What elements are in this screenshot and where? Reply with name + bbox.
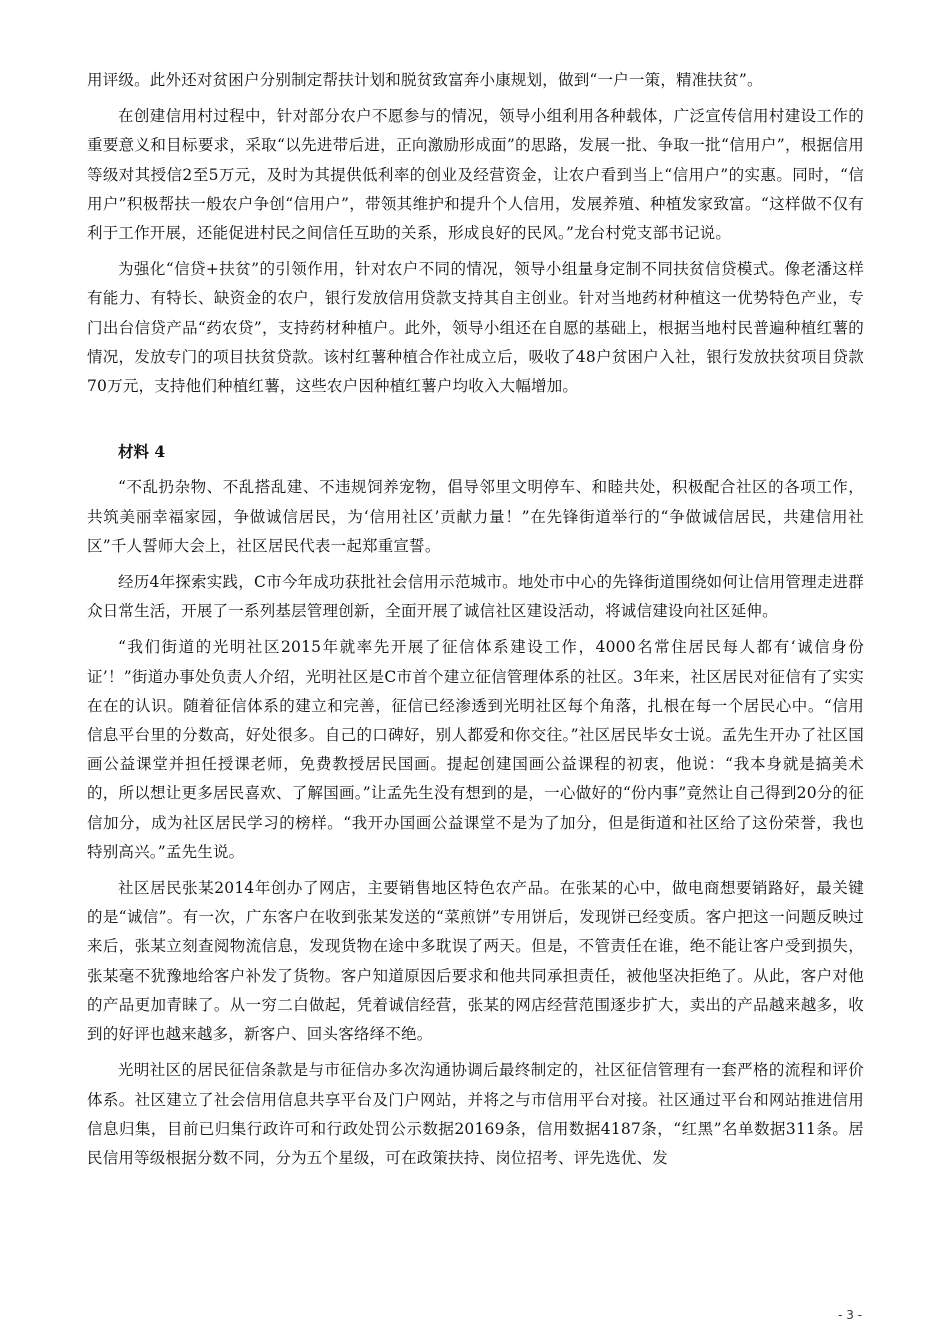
paragraph: 光明社区的居民征信条款是与市征信办多次沟通协调后最终制定的，社区征信管理有一套严格的流程和评价体系。社区建立了社会信用信息共享平台及门户网站，并将之与市信用平台对接。社区通过平台和网站推进信用信息归集，目前已归集行政许可和行政处罚公示数据20169条，信用数据4187条，“红黑”名单数据311条。居民信用等级根据分数不同，分为五个星级，可在政策扶持、岗位招考、评先选优、发 <box>87 1061 864 1167</box>
document-body <box>87 66 864 1173</box>
paragraph: “不乱扔杂物、不乱搭乱建、不违规饲养宠物，倡导邻里文明停车、和睦共处，积极配合社区的各项工作，共筑美丽幸福家园，争做诚信居民，为‘信用社区’贡献力量！”在先锋街道举行的“争做诚信居民，共建信用社区”千人誓师大会上，社区居民代表一起郑重宣誓。 <box>87 478 864 555</box>
paragraph: 为强化“信贷+扶贫”的引领作用，针对农户不同的情况，领导小组量身定制不同扶贫信贷模式。像老潘这样有能力、有特长、缺资金的农户，银行发放信用贷款支持其自主创业。针对当地药材种植这一优势特色产业，专门出台信贷产品“药农贷”，支持药材种植户。此外，领导小组还在自愿的基础上，根据当地村民普遍种植红薯的情况，发放专门的项目扶贫贷款。该村红薯种植合作社成立后，吸收了48户贫困户入社，银行发放扶贫项目贷款70万元，支持他们种植红薯，这些农户因种植红薯户均收入大幅增加。 <box>87 260 864 396</box>
paragraph: “我们街道的光明社区2015年就率先开展了征信体系建设工作，4000名常住居民每人都有‘诚信身份证’！”街道办事处负责人介绍，光明社区是C市首个建立征信管理体系的社区。3年来，社区居民对征信有了实实在在的认识。随着征信体系的建立和完善，征信已经渗透到光明社区每个角落，扎根在每一个居民心中。“信用信息平台里的分数高，好处很多。自己的口碑好，别人都爱和你交往。”社区居民毕女士说。孟先生开办了社区国画公益课堂并担任授课老师，免费教授居民国画。提起创建国画公益课程的初衷，他说：“我本身就是搞美术的，所以想让更多居民喜欢、了解国画。”让孟先生没有想到的是，一心做好的“份内事”竟然让自己得到20分的征信加分，成为社区居民学习的榜样。“我开办国画公益课堂不是为了加分，但是街道和社区给了这份荣誉，我也特别高兴。”孟先生说。 <box>87 638 864 861</box>
page-number: - 3 - <box>838 1308 862 1322</box>
paragraph: 社区居民张某2014年创办了网店，主要销售地区特色农产品。在张某的心中，做电商想要销路好，最关键的是“诚信”。有一次，广东客户在收到张某发送的“菜煎饼”专用饼后，发现饼已经变质。客户把这一问题反映过来后，张某立刻查阅物流信息，发现货物在途中多耽误了两天。但是，不管责任在谁，绝不能让客户受到损失，张某毫不犹豫地给客户补发了货物。客户知道原因后要求和他共同承担责任，被他坚决拒绝了。从此，客户对他的产品更加青睐了。从一穷二白做起，凭着诚信经营，张某的网店经营范围逐步扩大，卖出的产品越来越多，收到的好评也越来越多，新客户、回头客络绎不绝。 <box>87 879 864 1044</box>
section-title: 材料 4 <box>118 442 166 462</box>
paragraph-continuation: 用评级。此外还对贫困户分别制定帮扶计划和脱贫致富奔小康规划，做到“一户一策，精准扶贫”。 <box>87 71 763 89</box>
paragraph: 经历4年探索实践，C市今年成功获批社会信用示范城市。地处市中心的先锋街道围绕如何让信用管理走进群众日常生活，开展了一系列基层管理创新，全面开展了诚信社区建设活动，将诚信建设向社区延伸。 <box>87 573 864 621</box>
paragraph: 在创建信用村过程中，针对部分农户不愿参与的情况，领导小组利用各种载体，广泛宣传信用村建设工作的重要意义和目标要求，采取“以先进带后进，正向激励形成面”的思路，发展一批、争取一批“信用户”，根据信用等级对其授信2至5万元，及时为其提供低利率的创业及经营资金，让农户看到当上“信用户”的实惠。同时，“信用户”积极帮扶一般农户争创“信用户”，带领其维护和提升个人信用，发展养殖、种植发家致富。“这样做不仅有利于工作开展，还能促进村民之间信任互助的关系，形成良好的民风。”龙台村党支部书记说。 <box>87 107 864 243</box>
